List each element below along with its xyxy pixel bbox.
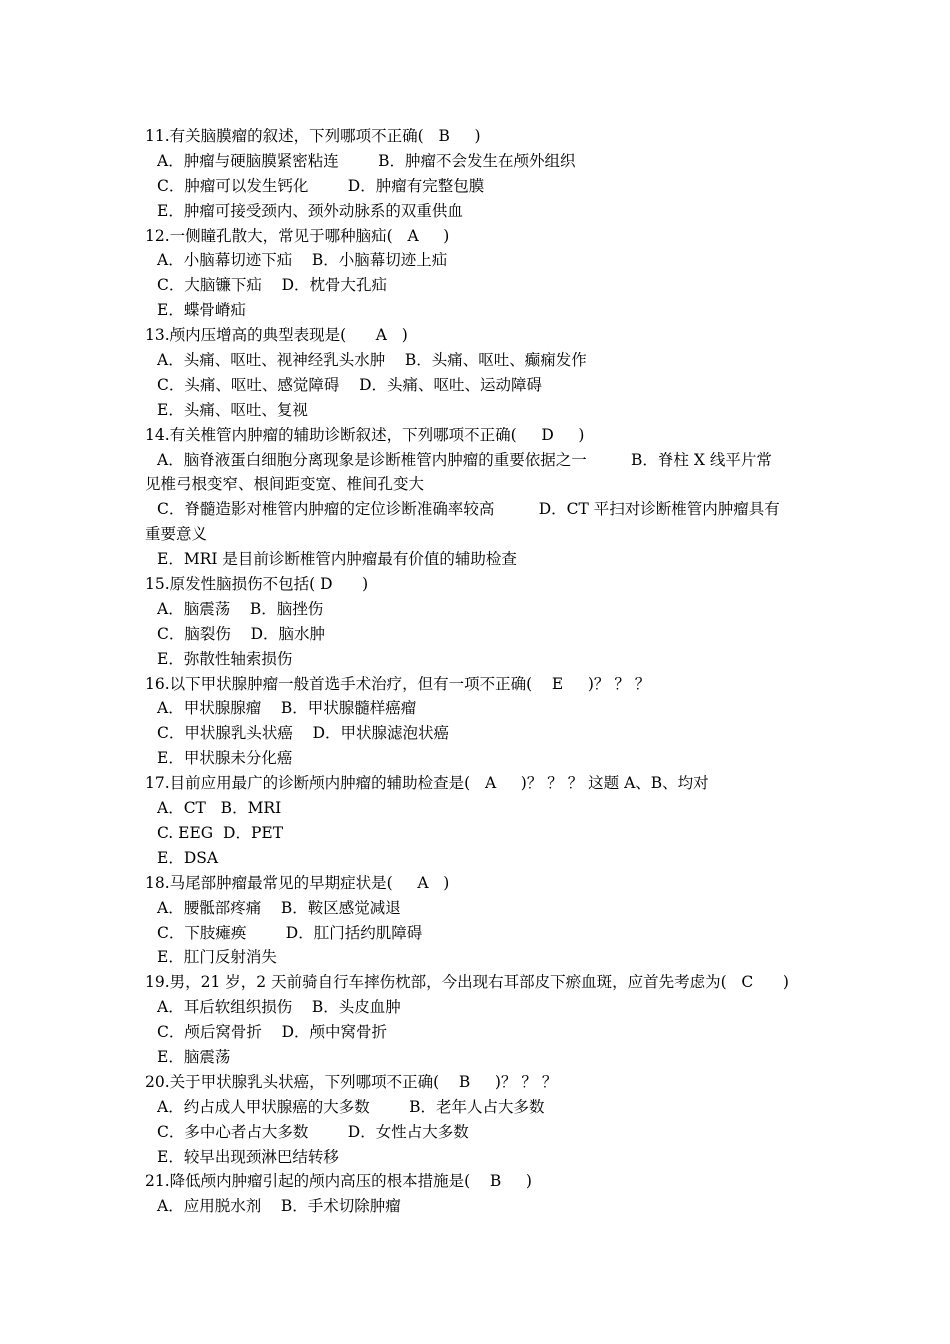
question-stem: 11.有关脑膜瘤的叙述，下列哪项不正确( B ): [145, 127, 481, 145]
question-13: [145, 323, 813, 423]
option-line: E．甲状腺未分化癌: [157, 749, 293, 768]
question-stem: 15.原发性脑损伤不包括( D ): [145, 575, 369, 594]
question-stem: 12.一侧瞳孔散大，常见于哪种脑疝( A ): [145, 226, 450, 245]
option-line: A．甲状腺腺瘤 B．甲状腺髓样癌瘤: [157, 699, 417, 718]
option-line: C. EEG D．PET: [157, 823, 284, 842]
question-stem: 13.颅内压增高的典型表现是( A ): [145, 326, 408, 345]
question-14: [145, 423, 813, 572]
question-stem: 17.目前应用最广的诊断颅内肿瘤的辅助检查是( A )？ ？ ？ 这题 A、B、均对: [145, 774, 709, 793]
option-line: C．头痛、呕吐、感觉障碍 D．头痛、呕吐、运动障碍: [157, 375, 542, 394]
option-line: A．腰骶部疼痛 B．鞍区感觉减退: [157, 898, 401, 917]
option-line: A．小脑幕切迹下疝 B．小脑幕切迹上疝: [157, 251, 448, 270]
option-line-continuation: 重要意义: [145, 525, 208, 544]
option-line: E．肛门反射消失: [157, 948, 277, 967]
option-line: E．较早出现颈淋巴结转移: [157, 1147, 339, 1166]
question-21: [145, 1169, 813, 1219]
question-16: [145, 672, 813, 772]
option-line: E．肿瘤可接受颈内、颈外动脉系的双重供血: [157, 201, 463, 220]
option-line: C．颅后窝骨折 D．颅中窝骨折: [157, 1023, 387, 1042]
option-line: A．耳后软组织损伤 B．头皮血肿: [157, 998, 401, 1017]
option-line: A．头痛、呕吐、视神经乳头水肿 B．头痛、呕吐、癫痫发作: [157, 351, 587, 370]
document-page: [145, 124, 813, 1219]
option-line: E．脑震荡: [157, 1047, 231, 1066]
option-line: A．应用脱水剂 B．手术切除肿瘤: [157, 1197, 401, 1216]
option-line: C．下肢瘫痪 D．肛门括约肌障碍: [157, 923, 423, 942]
option-line: A．肿瘤与硬脑膜紧密粘连 B．肿瘤不会发生在颅外组织: [157, 151, 576, 170]
option-line: E．弥散性轴索损伤: [157, 649, 293, 668]
option-line: C．甲状腺乳头状癌 D．甲状腺滤泡状癌: [157, 724, 449, 743]
question-20: [145, 1070, 813, 1170]
question-stem: 20.关于甲状腺乳头状癌，下列哪项不正确( B )？ ？ ？: [145, 1072, 558, 1091]
option-line: E．MRI 是目前诊断椎管内肿瘤最有价值的辅助检查: [157, 550, 517, 569]
option-line: A．约占成人甲状腺癌的大多数 B．老年人占大多数: [157, 1097, 545, 1116]
option-line: A．脑脊液蛋白细胞分离现象是诊断椎管内肿瘤的重要依据之一 B．脊柱 X 线平片常: [157, 450, 772, 469]
question-11: [145, 124, 813, 224]
option-line: C．脊髓造影对椎管内肿瘤的定位诊断准确率较高 D．CT 平扫对诊断椎管内肿瘤具有: [157, 500, 780, 519]
option-line: A．脑震荡 B．脑挫伤: [157, 599, 324, 618]
option-line: E．蝶骨嵴疝: [157, 301, 246, 320]
option-line: E．DSA: [157, 848, 219, 867]
question-19: [145, 970, 813, 1070]
question-18: [145, 871, 813, 971]
option-line: C．脑裂伤 D．脑水肿: [157, 624, 325, 643]
option-line: C．肿瘤可以发生钙化 D．肿瘤有完整包膜: [157, 176, 485, 195]
option-line: E．头痛、呕吐、复视: [157, 400, 308, 419]
question-stem: 19.男，21 岁，2 天前骑自行车摔伤枕部，今出现右耳部皮下瘀血斑，应首先考虑为( C ): [145, 973, 789, 992]
question-stem: 16.以下甲状腺肿瘤一般首选手术治疗，但有一项不正确( E )？ ？ ？: [145, 674, 651, 693]
option-line: C．大脑镰下疝 D．枕骨大孔疝: [157, 276, 387, 295]
question-stem: 21.降低颅内肿瘤引起的颅内高压的根本措施是( B ): [145, 1172, 532, 1191]
option-line-continuation: 见椎弓根变窄、根间距变宽、椎间孔变大: [145, 475, 425, 494]
question-12: [145, 224, 813, 324]
question-17: [145, 771, 813, 871]
question-stem: 18.马尾部肿瘤最常见的早期症状是( A ): [145, 873, 450, 892]
option-line: A．CT B．MRI: [157, 799, 282, 818]
option-line: C．多中心者占大多数 D．女性占大多数: [157, 1122, 469, 1141]
question-15: [145, 572, 813, 672]
question-stem: 14.有关椎管内肿瘤的辅助诊断叙述，下列哪项不正确( D ): [145, 425, 585, 444]
